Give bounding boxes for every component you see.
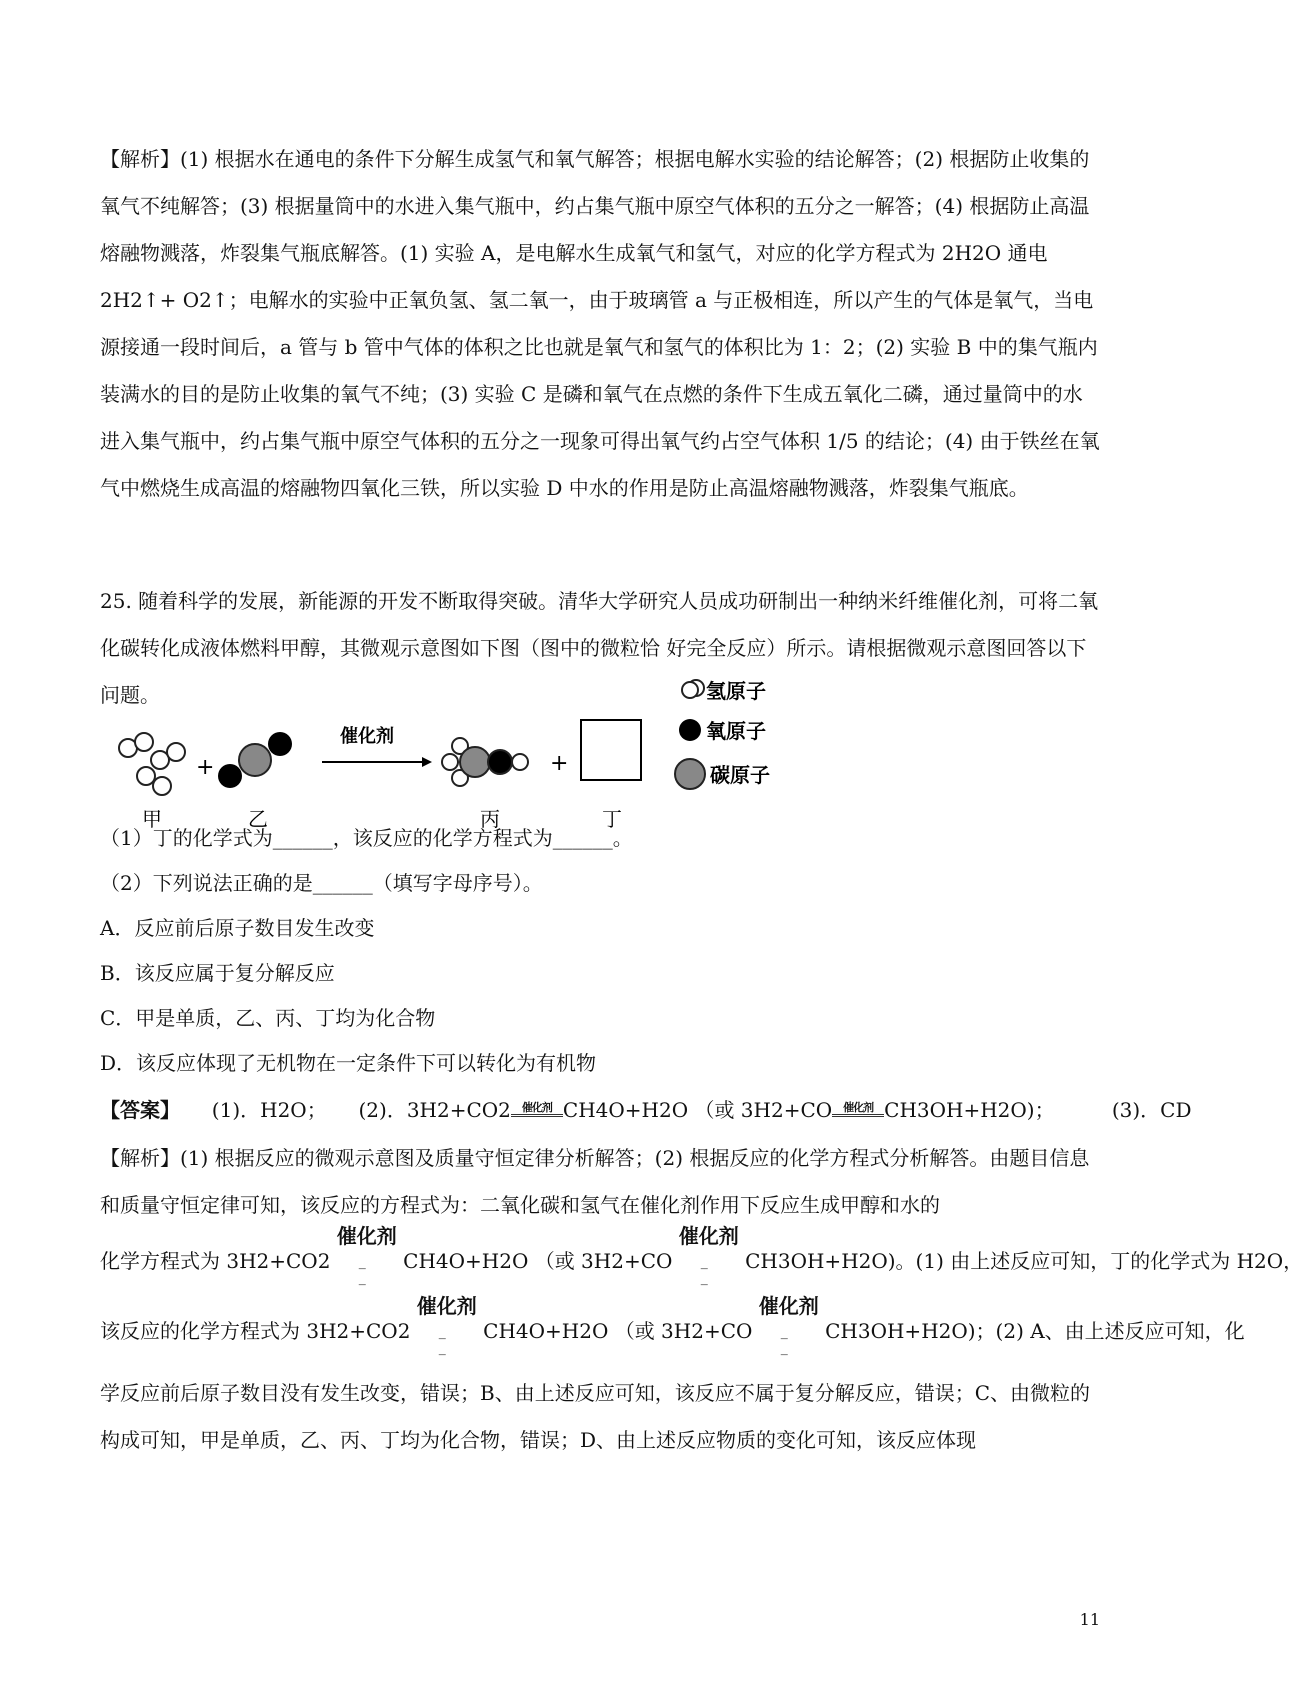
product-ding-box — [581, 720, 641, 780]
plus-sign-1: + — [196, 755, 215, 780]
legend-oxygen: 氧原子 — [706, 719, 766, 743]
eq2-post: CH3OH+H2O)；(2) A、由上述反应可知，化 — [825, 1319, 1245, 1343]
question-25-stem: 25. 随着科学的发展，新能源的开发不断取得突破。清华大学研究人员成功研制出一种纳米纤维催化剂，可将二氧化碳转化成液体燃料甲醇，其微观示意图如下图（图中的微粒恰 好完全反应）所示。请根据微观示意图回答以下问题。 — [100, 589, 1099, 707]
label-ding: 丁 — [602, 807, 622, 831]
analysis-paragraph-1: 【解析】(1) 根据水在通电的条件下分解生成氢气和氧气解答；根据电解水实验的结论解答；(2) 根据防止收集的氧气不纯解答；(3) 根据量筒中的水进入集气瓶中，约占集气瓶中原空气体积的五分之一解答；(4) 根据防止高温熔融物溅落，炸裂集气瓶底解答。(1) 实验 A，是电解水生成氧气和氢气，对应的化学方程式为 2H2O 通电 2H2↑+ O2↑；电解水的实验中正氧负氢、氢二氧一，由于玻璃管 a 与正极相连，所以产生的气体是氧气，当电源接通一段时间后，a 管与 b 管中气体的体积之比也就是氧气和氢气的体积比为 1：2；(2) 实验 B 中的集气瓶内装满水的目的是防止收集的氧气不纯；(3) 实验 C 是磷和氧气在点燃的条件下生成五氧化二磷，通过量筒中的水进入集气瓶中，约占集气瓶中原空气体积的五分之一现象可得出氧气约占空气体积 1/5 的结论；(4) 由于铁丝在氧气中燃烧生成高温的熔融物四氧化三铁，所以实验 D 中水的作用是防止高温熔融物溅落，炸裂集气瓶底。 — [100, 147, 1100, 500]
answer-2-end: CH3OH+H2O)； — [884, 1098, 1055, 1122]
eq2-pre: 该反应的化学方程式为 3H2+CO2 — [100, 1319, 411, 1343]
label-bing: 丙 — [480, 807, 500, 831]
option-a: A．反应前后原子数目发生改变 — [100, 916, 375, 940]
plus-sign-2: + — [550, 751, 569, 776]
answer-2-mid: CH4O+H2O （或 3H2+CO — [562, 1098, 833, 1122]
catalyst-text-4: 催化剂 — [758, 1294, 819, 1318]
catalyst-stack-4: 催化剂 _ _ — [759, 1310, 819, 1344]
reactant-yi — [218, 732, 292, 788]
option-b: B．该反应属于复分解反应 — [100, 961, 335, 985]
label-jia: 甲 — [142, 807, 162, 831]
answer-2-prefix: (2)．3H2+CO2 — [358, 1098, 511, 1122]
option-c: C．甲是单质，乙、丙、丁均为化合物 — [100, 1006, 436, 1030]
hydrogen-atom-icon — [682, 682, 698, 698]
oxygen-atom-icon — [679, 719, 701, 741]
answer-3: (3)．CD — [1111, 1098, 1192, 1122]
catalyst-stack-2: 催化剂 _ _ — [679, 1240, 739, 1274]
equation-line-1 — [100, 1224, 1303, 1286]
eq1-pre: 化学方程式为 3H2+CO2 — [100, 1249, 331, 1273]
analysis-paragraph-2a: 【解析】(1) 根据反应的微观示意图及质量守恒定律分析解答；(2) 根据反应的化学方程式分析解答。由题目信息和质量守恒定律可知，该反应的方程式为：二氧化碳和氢气在催化剂作用下反应生成甲醇和水的 — [100, 1146, 1090, 1217]
catalyst-stack-1: 催化剂 _ _ — [337, 1240, 397, 1274]
sub-question-1: （1）丁的化学式为______，该反应的化学方程式为______。 — [100, 826, 633, 850]
legend-panel — [670, 676, 810, 816]
eq2-mid: CH4O+H2O （或 3H2+CO — [483, 1319, 753, 1343]
arrow-head — [422, 757, 432, 767]
catalyst-mark: 催化剂 — [511, 1102, 563, 1117]
equation-line-2 — [100, 1294, 1245, 1356]
page-number: 11 — [1079, 1610, 1100, 1629]
label-yi: 乙 — [248, 807, 268, 831]
catalyst-mark-2: 催化剂 — [832, 1102, 884, 1117]
sub-question-2: （2）下列说法正确的是______（填写字母序号）。 — [100, 871, 543, 895]
legend-hydrogen: 氢原子 — [706, 679, 766, 703]
catalyst-text-2: 催化剂 — [678, 1224, 739, 1248]
catalyst-text-1: 催化剂 — [336, 1224, 397, 1248]
eq1-post: CH3OH+H2O)。(1) 由上述反应可知，丁的化学式为 H2O， — [745, 1249, 1303, 1273]
carbon-atom-icon — [675, 759, 705, 789]
answer-label: 【答案】 — [100, 1098, 180, 1122]
eq1-mid: CH4O+H2O （或 3H2+CO — [403, 1249, 673, 1273]
answer-1: (1)．H2O； — [211, 1098, 327, 1122]
product-bing — [442, 738, 528, 786]
catalyst-stack-3: 催化剂 _ _ — [417, 1310, 477, 1344]
answer-line — [100, 1087, 1191, 1134]
catalyst-label: 催化剂 — [340, 726, 394, 747]
catalyst-text-3: 催化剂 — [416, 1294, 477, 1318]
reactant-jia — [119, 733, 185, 795]
option-d: D．该反应体现了无机物在一定条件下可以转化为有机物 — [100, 1051, 597, 1075]
legend-carbon: 碳原子 — [710, 763, 770, 787]
analysis-paragraph-2b: 学反应前后原子数目没有发生改变，错误；B、由上述反应可知，该反应不属于复分解反应，错误；C、由微粒的构成可知，甲是单质，乙、丙、丁均为化合物，错误；D、由上述反应物质的变化可知，该反应体现 — [100, 1381, 1090, 1452]
